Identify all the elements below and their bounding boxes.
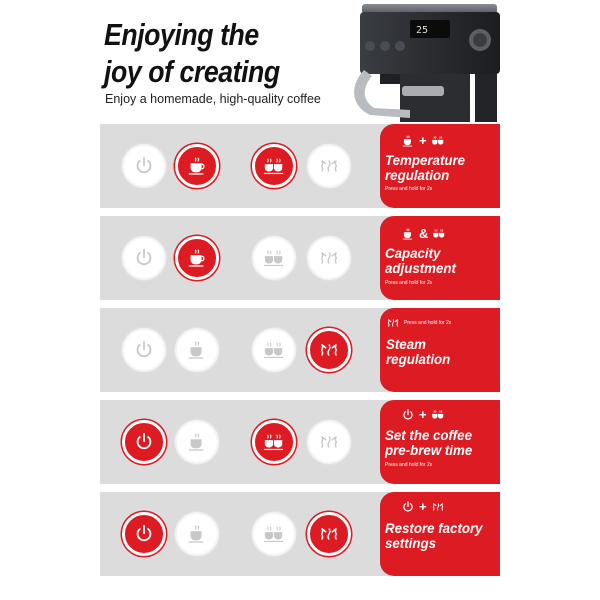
- steam-button[interactable]: [307, 236, 351, 280]
- double-cup-icon: [263, 155, 285, 177]
- power-button[interactable]: [122, 420, 166, 464]
- row-title: Temperature regulation: [385, 152, 466, 183]
- combo-icons: [400, 227, 447, 241]
- steam-icon: [318, 155, 340, 177]
- row-note: Press and hold for 2s: [404, 320, 452, 326]
- power-icon: [133, 155, 155, 177]
- row-title: Set the coffee pre-brew time: [385, 427, 473, 458]
- row-title: Steam regulation: [386, 336, 451, 367]
- row-capacity-adjustment: [100, 216, 500, 300]
- double-cup-icon: [430, 408, 446, 422]
- single-cup-icon: [186, 155, 208, 177]
- single-cup-icon: [186, 247, 208, 269]
- single-cup-icon: [186, 523, 208, 545]
- double-cup-icon: [263, 431, 285, 453]
- steam-button[interactable]: [307, 144, 351, 188]
- combo-icons: [385, 316, 451, 330]
- steam-icon: [430, 500, 446, 514]
- headline-line-2: joy of creating: [104, 54, 280, 89]
- power-icon: [133, 247, 155, 269]
- combo-icons: [400, 408, 446, 422]
- row-restore-factory-settings: [100, 492, 500, 576]
- combo-operator: &: [419, 226, 429, 241]
- single-cup-icon: [186, 431, 208, 453]
- steam-button[interactable]: [307, 328, 351, 372]
- single-cup-button[interactable]: [175, 328, 219, 372]
- row-title: Restore factory settings: [385, 520, 483, 551]
- row-note: Press and hold for 2s: [385, 186, 433, 192]
- subtitle: Enjoy a homemade, high-quality coffee: [105, 92, 321, 106]
- double-cup-icon: [263, 339, 285, 361]
- double-cup-icon: [263, 247, 285, 269]
- headline-line-1: Enjoying the: [104, 17, 259, 52]
- double-cup-button[interactable]: [252, 512, 296, 556]
- combo-operator: +: [419, 133, 427, 148]
- single-cup-icon: [400, 134, 416, 148]
- steam-icon: [318, 523, 340, 545]
- steam-icon: [318, 339, 340, 361]
- single-cup-button[interactable]: [175, 512, 219, 556]
- power-icon: [133, 339, 155, 361]
- steam-icon: [385, 316, 401, 330]
- steam-icon: [318, 431, 340, 453]
- machine-display: 25: [416, 25, 429, 36]
- power-button[interactable]: [122, 328, 166, 372]
- row-temperature-regulation: [100, 124, 500, 208]
- row-note: Press and hold for 2s: [385, 280, 433, 286]
- power-button[interactable]: [122, 512, 166, 556]
- double-cup-icon: [430, 134, 446, 148]
- row-note: Press and hold for 2s: [385, 462, 433, 468]
- double-cup-button[interactable]: [252, 420, 296, 464]
- power-icon: [400, 500, 416, 514]
- row-steam-regulation: [100, 308, 500, 392]
- steam-icon: [318, 247, 340, 269]
- single-cup-button[interactable]: [175, 236, 219, 280]
- combo-icons: [400, 134, 446, 148]
- power-icon: [133, 431, 155, 453]
- headline: [104, 16, 280, 90]
- power-icon: [400, 408, 416, 422]
- combo-icons: [400, 500, 446, 514]
- steam-button[interactable]: [307, 512, 351, 556]
- power-icon: [133, 523, 155, 545]
- combo-operator: +: [419, 407, 427, 422]
- row-pre-brew-time: [100, 400, 500, 484]
- row-title: Capacity adjustment: [385, 245, 456, 276]
- single-cup-icon: [186, 339, 208, 361]
- steam-button[interactable]: [307, 420, 351, 464]
- single-cup-button[interactable]: [175, 144, 219, 188]
- double-cup-button[interactable]: [252, 328, 296, 372]
- power-button[interactable]: [122, 236, 166, 280]
- espresso-machine-image: [340, 0, 510, 125]
- combo-operator: +: [419, 499, 427, 514]
- double-cup-button[interactable]: [252, 144, 296, 188]
- double-cup-icon: [263, 523, 285, 545]
- single-cup-button[interactable]: [175, 420, 219, 464]
- power-button[interactable]: [122, 144, 166, 188]
- double-cup-button[interactable]: [252, 236, 296, 280]
- double-cup-icon: [431, 227, 447, 241]
- single-cup-icon: [400, 227, 416, 241]
